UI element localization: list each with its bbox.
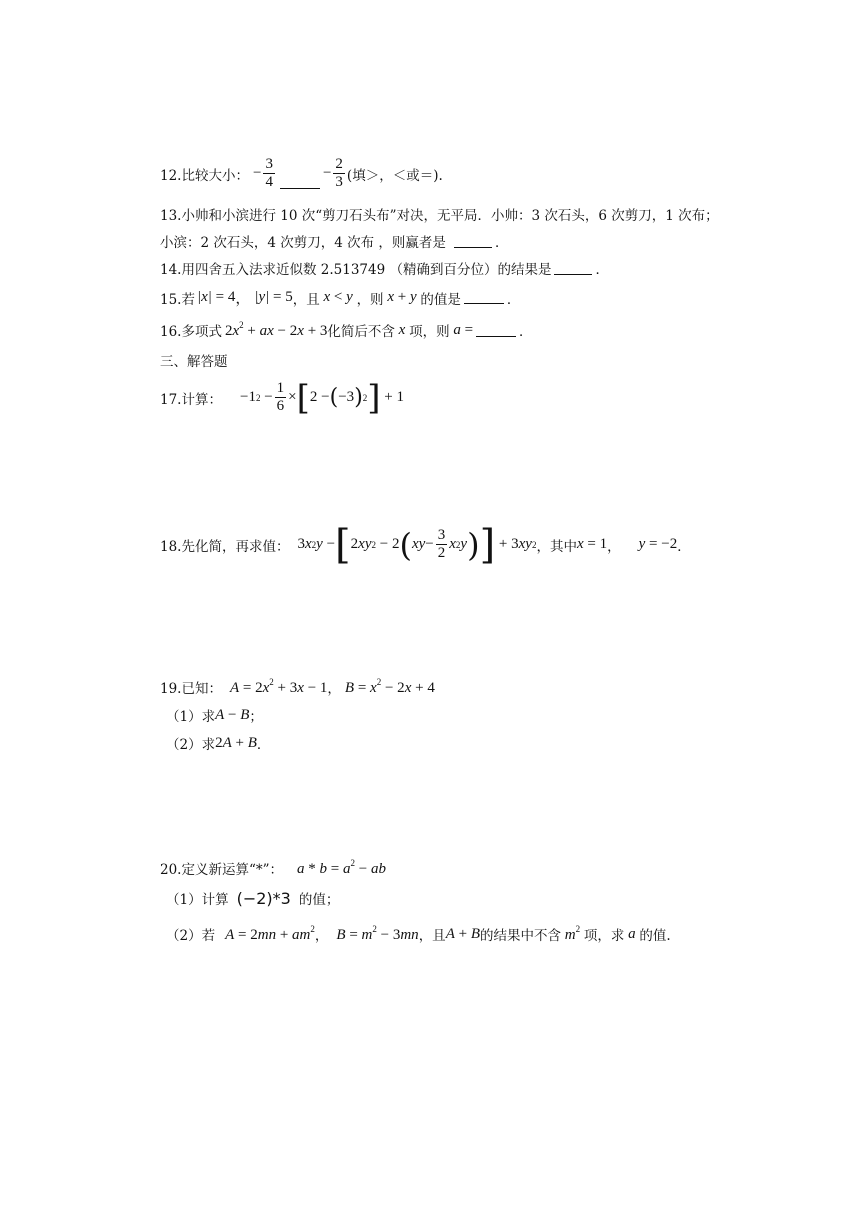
q19-part1-expr: A − B — [215, 706, 250, 723]
q17-expression: −1 2 − $\frac{1}{6}$ × [ 2 − ( −3 ) 2 ] + 1 — [239, 377, 405, 418]
q16-x-term: 项，则 — [409, 324, 450, 340]
q18-x-value: x = 1 — [576, 536, 608, 552]
question-14 — [160, 258, 609, 278]
q15-tail: 的值是 — [420, 291, 461, 308]
q15-then: ，则 — [356, 291, 384, 308]
question-17 — [160, 377, 405, 418]
q15-lt: < — [333, 289, 343, 305]
question-18 — [160, 521, 691, 568]
q12-answer-blank — [280, 176, 320, 189]
q17-label: 17.计算： — [160, 391, 222, 408]
q12-tail: (填＞，＜或＝). — [346, 167, 443, 184]
question-20-part-1 — [166, 888, 339, 908]
q15-answer-blank — [464, 291, 504, 304]
q16-label: 16.多项式 — [160, 324, 222, 340]
q20-part1-end: 的值； — [298, 892, 340, 908]
q20-part2-expr-a: $A = 2mn + am^2$ — [225, 924, 315, 943]
q20-part1-expr: (−2)*3 — [236, 888, 291, 908]
q19-sep: ， — [327, 681, 341, 697]
q16-x: x — [394, 321, 410, 338]
q20-part2-expr-b: $B = m^2 - 3mn$ — [336, 924, 419, 943]
q15-abs-y: |y| — [254, 289, 270, 305]
question-15 — [160, 287, 520, 308]
q15-value-1: 4 — [227, 289, 236, 305]
q18-y-value: y = −2 — [638, 536, 678, 552]
question-19-part-2 — [166, 733, 270, 753]
q13-tail: ． — [494, 235, 509, 251]
q15-comma: ， — [235, 291, 251, 307]
q12-label: 12.比较大小： — [160, 167, 249, 184]
q12-frac2-den: 3 — [335, 174, 343, 190]
question-13-line-2 — [160, 231, 508, 251]
question-19-part-1 — [166, 705, 263, 725]
q15-end: ． — [506, 291, 521, 308]
q12-frac2-sign: − — [322, 165, 332, 181]
q20-part2-sep: ， — [314, 928, 329, 944]
q16-mid: 化简后不含 — [327, 324, 395, 340]
q13-answer-blank — [454, 235, 492, 248]
q18-label: 18.先化简，再求值： — [160, 538, 290, 555]
q15-abs-x: |x| — [196, 289, 212, 305]
q18-end: ． — [677, 538, 691, 555]
q20-part2-m2: $m^2$ — [564, 924, 581, 943]
q15-eq-2: = — [269, 289, 286, 305]
q20-part2-sum: A + B — [445, 925, 480, 942]
q20-part2-a: a — [624, 925, 640, 942]
q15-plus: + — [393, 289, 410, 305]
q15-sum-y: y — [409, 289, 421, 305]
q20-part2-mid3: 项，求 — [583, 928, 625, 944]
q20-definition: $a * b = a^2$ − ab — [297, 858, 386, 877]
q19-part2-label: （2）求 — [166, 737, 216, 753]
q12-frac1-den: 4 — [265, 174, 273, 190]
q14-answer-blank — [554, 262, 592, 275]
q15-sum-x: x — [383, 289, 394, 305]
q14-text: 14.用四舍五入法求近似数 2.513749 （精确到百分位）的结果是 — [160, 262, 552, 278]
q19-part2-end: ． — [256, 737, 271, 753]
q14-tail: ． — [595, 262, 609, 278]
q15-mid: ，且 — [292, 291, 320, 308]
q15-eq-1: = — [211, 289, 228, 305]
q19-part2-expr: 2A + B — [215, 734, 257, 751]
q18-expression: 3 x 2 y − [ 2 xy 2 − 2 ( xy − $\frac{3}{2}$ x 2 y ) ] + 3 xy 2 — [297, 521, 537, 568]
q19-expr-a: $A = 2x^2 + 3x - 1$ — [229, 677, 328, 696]
q18-sep: ， — [607, 538, 621, 555]
q15-value-2: 5 — [285, 289, 293, 305]
q12-frac1-num: 3 — [265, 156, 273, 172]
q12-frac1-sign: − — [252, 165, 262, 181]
q19-part1-label: （1）求 — [166, 709, 216, 725]
q20-part2-end: 的值. — [639, 928, 671, 944]
question-19 — [160, 677, 435, 697]
q20-part2-label: （2）若 — [166, 928, 216, 944]
q12-fraction-1 — [263, 156, 275, 191]
q13-text-2: 小滨：2 次石头，4 次剪刀，4 次布 ，则赢者是 — [160, 235, 446, 251]
q12-frac2-num: 2 — [335, 156, 343, 172]
q15-condition: x — [319, 289, 334, 305]
q16-a: a — [449, 321, 461, 338]
q19-expr-b: $B = x^2 - 2x + 4$ — [344, 677, 435, 696]
question-16 — [160, 320, 533, 340]
question-13-line-1 — [160, 204, 719, 224]
q20-part2-mid: ，且 — [418, 928, 446, 944]
q12-fraction-2 — [333, 156, 345, 191]
q13-text-1: 13.小帅和小滨进行 10 次“剪刀石头布”对决，无平局．小帅：3 次石头，6 次剪刀，1 次布； — [160, 208, 719, 224]
q15-cond-y: y — [342, 289, 357, 305]
q16-eq: = — [460, 321, 474, 338]
question-20 — [160, 858, 386, 878]
q16-end: ． — [519, 324, 533, 340]
question-20-part-2 — [166, 924, 671, 944]
section-3-title: 三、解答题 — [160, 354, 228, 370]
q15-label: 15.若 — [160, 291, 195, 308]
q16-polynomial: $2x^2$ + ax − 2x + 3 — [224, 320, 328, 339]
question-12 — [160, 156, 443, 191]
q20-part1-label: （1）计算 — [166, 892, 229, 908]
q19-part1-end: ； — [249, 709, 263, 725]
q19-label: 19.已知： — [160, 681, 222, 697]
q20-part2-mid2: 的结果中不含 — [480, 928, 561, 944]
q18-where: ，其中 — [536, 538, 577, 555]
section-3-heading — [160, 350, 228, 370]
q16-answer-blank — [476, 324, 516, 337]
q20-label: 20.定义新运算“*”： — [160, 862, 284, 878]
